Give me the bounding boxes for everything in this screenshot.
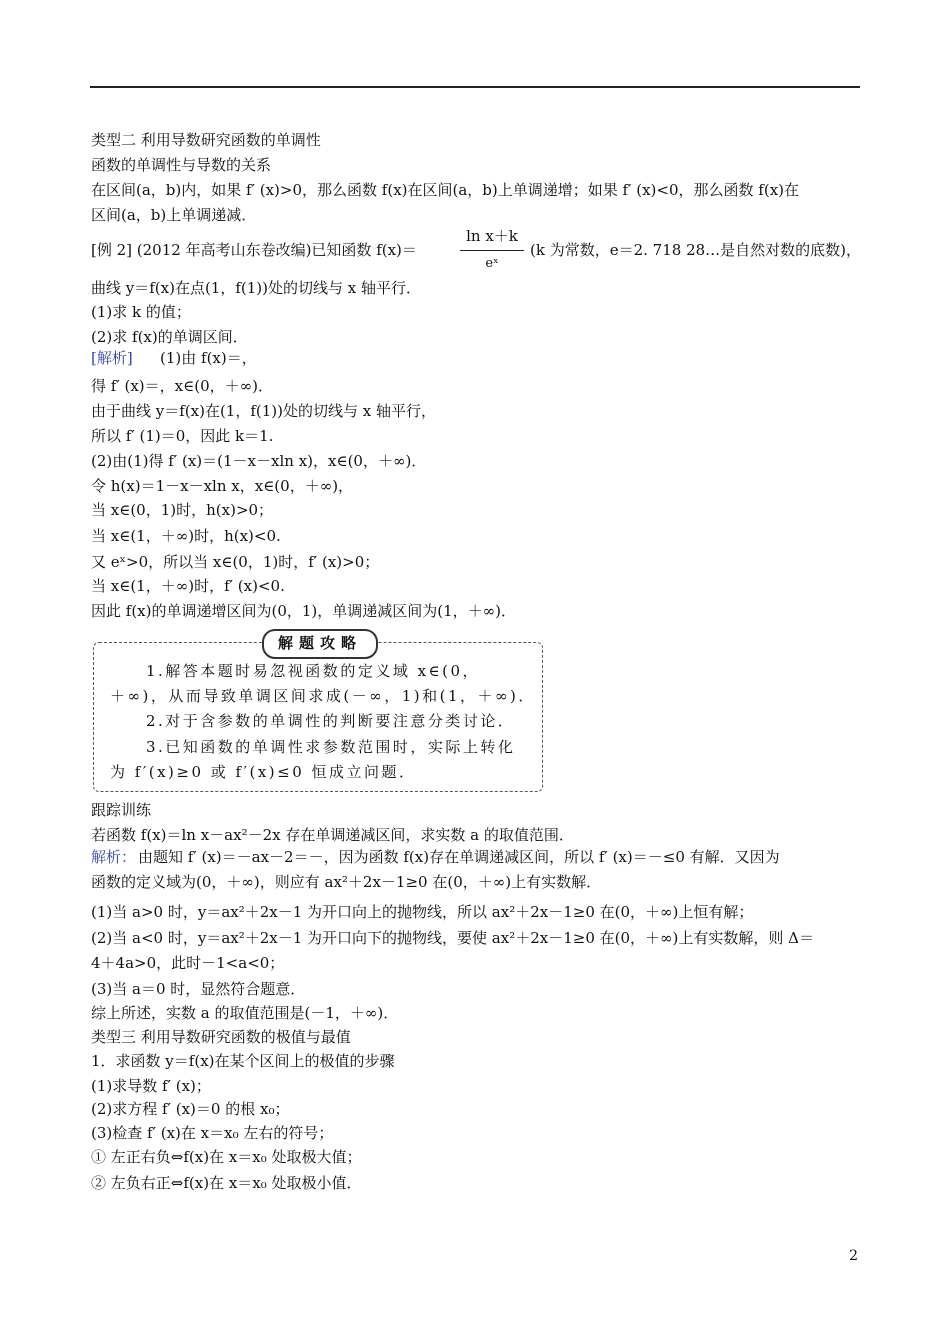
tip-line: 1.解答本题时易忽视函数的定义域 x∈(0， [146, 662, 481, 680]
text-line: (1)求 k 的值； [91, 303, 191, 321]
text-line: ② 左负右正⇔f(x)在 x＝x₀ 处取极小值． [91, 1174, 362, 1192]
example-2-label: [例 2] (2012 年高考山东卷改编)已知函数 f(x)＝ [91, 241, 417, 259]
text-line: (2)当 a<0 时，y＝ax²＋2x－1 为开口向下的抛物线，要使 ax²＋2x－1≥0 在(0，＋∞)上有实数解，则 Δ＝ [91, 929, 814, 947]
text-line: 得 f′ (x)＝，x∈(0，＋∞)． [91, 377, 273, 395]
text-line: (2)求方程 f′ (x)＝0 的根 x₀； [91, 1100, 290, 1118]
text-line: (2)由(1)得 f′ (x)＝(1－x－xln x)，x∈(0，＋∞)． [91, 452, 427, 470]
text-line: 函数的定义域为(0，＋∞)，则应有 ax²＋2x－1≥0 在(0，＋∞)上有实数解． [91, 873, 602, 891]
text-line: 函数的单调性与导数的关系 [91, 156, 272, 174]
tip-line: 3.已知函数的单调性求参数范围时，实际上转化 [146, 738, 516, 756]
text-line: (3)当 a＝0 时，显然符合题意． [91, 980, 306, 998]
text-line: (k 为常数，e＝2. 718 28…是自然对数的底数)， [530, 241, 862, 259]
text-line: 当 x∈(1，＋∞)时，h(x)<0. [91, 527, 281, 545]
fraction-bar [460, 250, 524, 251]
text-line: 又 eˣ>0，所以当 x∈(0，1)时，f′ (x)>0； [91, 553, 380, 571]
tip-line: ＋∞)，从而导致单调区间求成(－∞，1)和(1，＋∞)． [110, 687, 536, 705]
text-line: 区间(a，b)上单调递减． [91, 206, 257, 224]
text-line: (1)由 f(x)＝， [160, 349, 257, 367]
section-heading-type-two: 类型二 利用导数研究函数的单调性 [91, 131, 321, 149]
text-line: 在区间(a，b)内，如果 f′ (x)>0，那么函数 f(x)在区间(a，b)上单调递增；如果 f′ (x)<0，那么函数 f(x)在 [91, 181, 800, 199]
text-line: 曲线 y＝f(x)在点(1，f(1))处的切线与 x 轴平行． [91, 279, 422, 297]
analysis-label: [解析] [91, 349, 133, 367]
text-line: (3)检查 f′ (x)在 x＝x₀ 左右的符号； [91, 1124, 334, 1142]
text-line: 综上所述，实数 a 的取值范围是(－1，＋∞)． [91, 1004, 399, 1022]
text-line: 令 h(x)＝1－x－xln x，x∈(0，＋∞)， [91, 477, 354, 495]
text-line: 4＋4a>0，此时－1<a<0； [91, 954, 285, 972]
function-fraction [458, 223, 526, 283]
fraction-numerator: ln x＋k [466, 227, 518, 245]
text-line: 所以 f′ (1)＝0，因此 k＝1. [91, 427, 274, 445]
text-line: 若函数 f(x)＝ln x－ax²－2x 存在单调递减区间，求实数 a 的取值范围． [91, 826, 574, 844]
tracking-practice-heading: 跟踪训练 [91, 801, 152, 819]
text-line: 因此 f(x)的单调递增区间为(0，1)，单调递减区间为(1，＋∞)． [91, 602, 517, 620]
text-line: (2)求 f(x)的单调区间． [91, 328, 248, 346]
page-number: 2 [849, 1248, 858, 1264]
text-line: 由题知 f′ (x)＝－ax－2＝－，因为函数 f(x)存在单调递减区间，所以 f′ (x)＝－≤0 有解．又因为 [138, 848, 780, 866]
header-rule [90, 86, 860, 88]
tips-badge: 解题攻略 [262, 629, 378, 659]
solution-label: 解析： [91, 848, 137, 866]
text-line: (1)当 a>0 时，y＝ax²＋2x－1 为开口向上的抛物线，所以 ax²＋2x－1≥0 在(0，＋∞)上恒有解； [91, 903, 754, 921]
text-line: 当 x∈(1，＋∞)时，f′ (x)<0. [91, 577, 285, 595]
tip-line: 为 f′(x)≥0 或 f′(x)≤0 恒成立问题． [110, 763, 417, 781]
text-line: (1)求导数 f′ (x)； [91, 1077, 211, 1095]
fraction-denominator: eˣ [485, 256, 499, 271]
section-heading-type-three: 类型三 利用导数研究函数的极值与最值 [91, 1028, 351, 1046]
text-line: 1．求函数 y＝f(x)在某个区间上的极值的步骤 [91, 1052, 395, 1070]
text-line: 由于曲线 y＝f(x)在(1，f(1))处的切线与 x 轴平行， [91, 402, 437, 420]
tip-line: 2.对于含参数的单调性的判断要注意分类讨论． [146, 712, 516, 730]
text-line: 当 x∈(0，1)时，h(x)>0； [91, 501, 274, 519]
text-line: ① 左正右负⇔f(x)在 x＝x₀ 处取极大值； [91, 1148, 362, 1166]
